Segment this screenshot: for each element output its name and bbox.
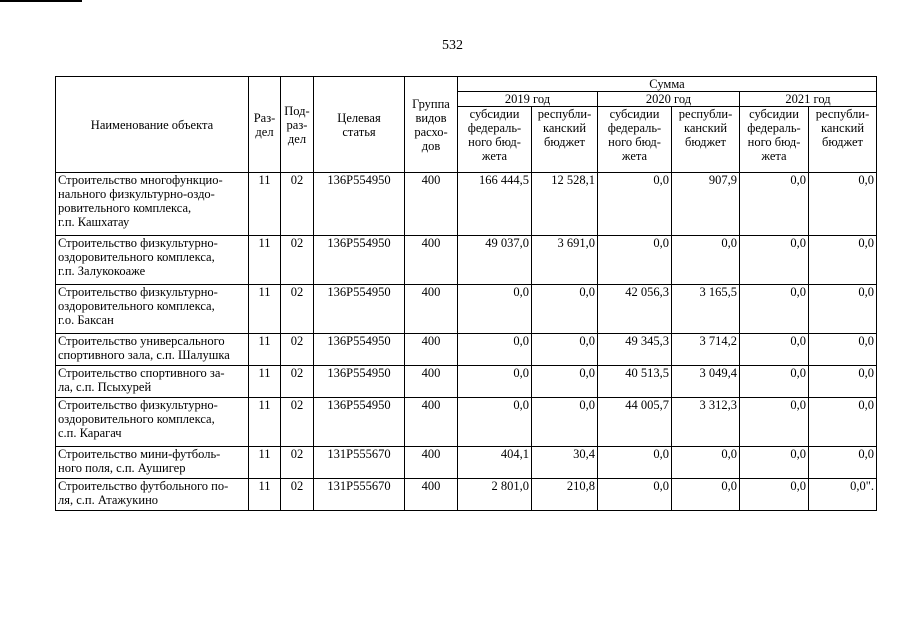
republic-amount-cell: 3 049,4 (672, 366, 740, 398)
target-article-cell: 136Р554950 (314, 173, 405, 236)
expense-group-cell: 400 (405, 334, 458, 366)
republic-amount-cell: 0,0 (809, 447, 877, 479)
table-row (56, 285, 877, 334)
federal-amount-cell: 44 005,7 (598, 398, 672, 447)
federal-amount-cell: 42 056,3 (598, 285, 672, 334)
header-year: 2020 год (598, 92, 740, 107)
republic-amount-cell: 0,0 (672, 447, 740, 479)
razdel-cell: 11 (249, 398, 281, 447)
federal-amount-cell: 0,0 (598, 236, 672, 285)
header-republic-budget: республи- канский бюджет (672, 107, 740, 173)
podrazdel-cell: 02 (281, 334, 314, 366)
corner-rule (0, 0, 82, 2)
target-article-cell: 136Р554950 (314, 366, 405, 398)
republic-amount-cell: 3 312,3 (672, 398, 740, 447)
republic-amount-cell: 0,0 (672, 236, 740, 285)
table-row (56, 334, 877, 366)
razdel-cell: 11 (249, 173, 281, 236)
republic-amount-cell: 0,0 (809, 334, 877, 366)
budget-table (55, 76, 877, 511)
podrazdel-cell: 02 (281, 447, 314, 479)
object-name-cell: Строительство спортивного за- ла, с.п. Псыхурей (56, 366, 249, 398)
federal-amount-cell: 0,0 (458, 285, 532, 334)
federal-amount-cell: 0,0 (458, 366, 532, 398)
razdel-cell: 11 (249, 334, 281, 366)
republic-amount-cell: 0,0 (809, 366, 877, 398)
expense-group-cell: 400 (405, 366, 458, 398)
expense-group-cell: 400 (405, 285, 458, 334)
expense-group-cell: 400 (405, 479, 458, 511)
object-name-cell: Строительство физкультурно- оздоровительного комплекса, с.п. Карагач (56, 398, 249, 447)
federal-amount-cell: 0,0 (740, 366, 809, 398)
header-group: Группа видов расхо- дов (405, 77, 458, 173)
header-republic-budget: республи- канский бюджет (809, 107, 877, 173)
razdel-cell: 11 (249, 366, 281, 398)
target-article-cell: 136Р554950 (314, 236, 405, 285)
header-federal-subsidy: субсидии федераль- ного бюд- жета (740, 107, 809, 173)
republic-amount-cell: 0,0 (532, 398, 598, 447)
table-row (56, 366, 877, 398)
republic-amount-cell: 3 165,5 (672, 285, 740, 334)
federal-amount-cell: 0,0 (598, 173, 672, 236)
federal-amount-cell: 404,1 (458, 447, 532, 479)
expense-group-cell: 400 (405, 447, 458, 479)
expense-group-cell: 400 (405, 398, 458, 447)
republic-amount-cell: 30,4 (532, 447, 598, 479)
expense-group-cell: 400 (405, 236, 458, 285)
republic-amount-cell: 0,0". (809, 479, 877, 511)
federal-amount-cell: 0,0 (740, 447, 809, 479)
podrazdel-cell: 02 (281, 173, 314, 236)
republic-amount-cell: 0,0 (672, 479, 740, 511)
expense-group-cell: 400 (405, 173, 458, 236)
republic-amount-cell: 907,9 (672, 173, 740, 236)
podrazdel-cell: 02 (281, 366, 314, 398)
republic-amount-cell: 0,0 (809, 398, 877, 447)
header-year: 2021 год (740, 92, 877, 107)
republic-amount-cell: 0,0 (809, 173, 877, 236)
object-name-cell: Строительство универсального спортивного зала, с.п. Шалушка (56, 334, 249, 366)
razdel-cell: 11 (249, 447, 281, 479)
federal-amount-cell: 0,0 (740, 479, 809, 511)
republic-amount-cell: 12 528,1 (532, 173, 598, 236)
target-article-cell: 136Р554950 (314, 334, 405, 366)
target-article-cell: 131Р555670 (314, 447, 405, 479)
republic-amount-cell: 0,0 (532, 366, 598, 398)
header-target: Целевая статья (314, 77, 405, 173)
object-name-cell: Строительство физкультурно- оздоровительного комплекса, г.п. Залукокоаже (56, 236, 249, 285)
razdel-cell: 11 (249, 285, 281, 334)
podrazdel-cell: 02 (281, 398, 314, 447)
federal-amount-cell: 0,0 (740, 173, 809, 236)
podrazdel-cell: 02 (281, 236, 314, 285)
republic-amount-cell: 3 714,2 (672, 334, 740, 366)
razdel-cell: 11 (249, 236, 281, 285)
republic-amount-cell: 210,8 (532, 479, 598, 511)
header-sum: Сумма (458, 77, 877, 92)
federal-amount-cell: 2 801,0 (458, 479, 532, 511)
federal-amount-cell: 0,0 (740, 236, 809, 285)
table-row (56, 398, 877, 447)
object-name-cell: Строительство футбольного по- ля, с.п. Атажукино (56, 479, 249, 511)
federal-amount-cell: 0,0 (740, 285, 809, 334)
federal-amount-cell: 0,0 (740, 398, 809, 447)
federal-amount-cell: 49 345,3 (598, 334, 672, 366)
podrazdel-cell: 02 (281, 479, 314, 511)
header-republic-budget: республи- канский бюджет (532, 107, 598, 173)
federal-amount-cell: 0,0 (598, 447, 672, 479)
federal-amount-cell: 0,0 (598, 479, 672, 511)
podrazdel-cell: 02 (281, 285, 314, 334)
table-row (56, 479, 877, 511)
header-razdel: Раз- дел (249, 77, 281, 173)
table-row (56, 447, 877, 479)
object-name-cell: Строительство физкультурно- оздоровительного комплекса, г.о. Баксан (56, 285, 249, 334)
republic-amount-cell: 0,0 (809, 285, 877, 334)
target-article-cell: 136Р554950 (314, 285, 405, 334)
header-name: Наименование объекта (56, 77, 249, 173)
federal-amount-cell: 0,0 (740, 334, 809, 366)
federal-amount-cell: 0,0 (458, 398, 532, 447)
republic-amount-cell: 0,0 (532, 285, 598, 334)
republic-amount-cell: 3 691,0 (532, 236, 598, 285)
page-number: 532 (442, 38, 463, 53)
object-name-cell: Строительство мини-футболь- ного поля, с.п. Аушигер (56, 447, 249, 479)
header-year: 2019 год (458, 92, 598, 107)
target-article-cell: 131Р555670 (314, 479, 405, 511)
razdel-cell: 11 (249, 479, 281, 511)
federal-amount-cell: 166 444,5 (458, 173, 532, 236)
object-name-cell: Строительство многофункцио- нального физкультурно-оздо- ровительного комплекса, г.п. Кашхатау (56, 173, 249, 236)
table-row (56, 236, 877, 285)
table-row (56, 173, 877, 236)
federal-amount-cell: 49 037,0 (458, 236, 532, 285)
target-article-cell: 136Р554950 (314, 398, 405, 447)
federal-amount-cell: 0,0 (458, 334, 532, 366)
republic-amount-cell: 0,0 (532, 334, 598, 366)
header-federal-subsidy: субсидии федераль- ного бюд- жета (458, 107, 532, 173)
header-podrazdel: Под- раз- дел (281, 77, 314, 173)
header-federal-subsidy: субсидии федераль- ного бюд- жета (598, 107, 672, 173)
republic-amount-cell: 0,0 (809, 236, 877, 285)
federal-amount-cell: 40 513,5 (598, 366, 672, 398)
